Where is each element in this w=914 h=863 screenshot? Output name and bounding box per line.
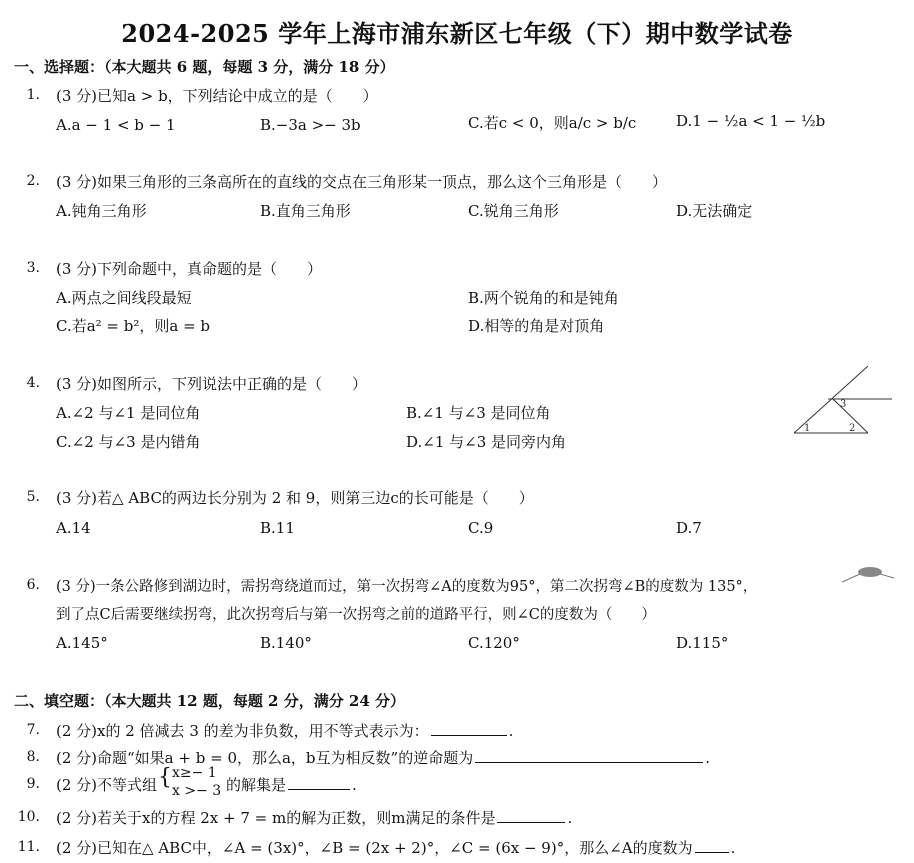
option-c: C.∠2 与∠3 是内错角 <box>56 433 201 451</box>
option-b: B.∠1 与∠3 是同位角 <box>406 404 551 422</box>
question-stem: (2 分)若关于x的方程 2x + 7 = m的解为正数，则m满足的条件是 . <box>56 809 573 827</box>
figure-label-2: 2 <box>849 423 856 434</box>
option-a: A.14 <box>56 519 91 537</box>
option-c: C.若c < 0，则a/c > b/c <box>468 114 637 132</box>
question-stem-line1: (3 分)一条公路修到湖边时，需拐弯绕道而过，第一次拐弯∠A的度数为95°，第二次拐弯∠B的度数为 135°， <box>56 579 758 595</box>
lake-figure <box>840 562 896 586</box>
question-stem: (2 分)命题“如果a + b = 0，那么a，b互为相反数”的逆命题为 . <box>56 749 710 767</box>
option-d: D.无法确定 <box>676 202 753 220</box>
question-number: 9. <box>26 776 40 792</box>
figure-label-3: 3 <box>840 399 847 410</box>
question-number: 5. <box>26 489 40 505</box>
figure-label-1: 1 <box>804 423 811 434</box>
option-d: D.7 <box>676 519 702 537</box>
question-number: 2. <box>26 173 40 189</box>
option-b: B.−3a >− 3b <box>260 116 361 134</box>
option-b: B.直角三角形 <box>260 202 351 220</box>
question-number: 8. <box>26 749 40 765</box>
option-d: D.相等的角是对顶角 <box>468 317 605 335</box>
option-a: A.钝角三角形 <box>56 202 147 220</box>
option-d: D.∠1 与∠3 是同旁内角 <box>406 433 567 451</box>
option-c: C.锐角三角形 <box>468 202 559 220</box>
option-c: C.若a² = b²，则a = b <box>56 317 211 335</box>
option-b: B.11 <box>260 519 295 537</box>
option-a: A.∠2 与∠1 是同位角 <box>56 404 201 422</box>
option-b: B.140° <box>260 634 312 652</box>
question-number: 11. <box>17 839 40 855</box>
option-a: A.a − 1 < b − 1 <box>56 116 176 134</box>
question-stem-line2: 到了点C后需要继续拐弯，此次拐弯后与第一次拐弯之前的道路平行，则∠C的度数为（ ） <box>56 607 656 623</box>
question-number: 6. <box>26 577 40 593</box>
answer-blank[interactable] <box>431 734 507 736</box>
page-title: 2024-2025 学年上海市浦东新区七年级（下）期中数学试卷 <box>121 19 793 48</box>
option-c: C.120° <box>468 634 520 652</box>
option-b: B.两个锐角的和是钝角 <box>468 289 619 307</box>
question-number: 10. <box>17 809 40 825</box>
question-stem: (3 分)如果三角形的三条高所在的直线的交点在三角形某一顶点，那么这个三角形是（ ） <box>56 173 668 191</box>
question-stem: (2 分)x的 2 倍减去 3 的差为非负数，用不等式表示为： . <box>56 722 514 740</box>
section-fill-heading: 二、填空题：（本大题共 12 题，每题 2 分，满分 24 分） <box>14 692 406 710</box>
section-choice-heading: 一、选择题：（本大题共 6 题，每题 3 分，满分 18 分） <box>14 58 395 76</box>
question-post: 的解集是 . <box>226 776 357 794</box>
question-pre: (2 分)不等式组 <box>56 776 158 794</box>
answer-blank[interactable] <box>475 761 703 763</box>
system-line1: x≥− 1 <box>172 765 217 781</box>
question-stem: (2 分)已知在△ ABC中，∠A = (3x)°，∠B = (2x + 2)°，∠C = (6x − 9)°，那么∠A的度数为 . <box>56 839 736 857</box>
answer-blank[interactable] <box>497 821 565 823</box>
answer-blank[interactable] <box>288 788 350 790</box>
option-d: D.115° <box>676 634 729 652</box>
question-number: 7. <box>26 722 40 738</box>
angle-figure <box>790 366 894 438</box>
option-a: A.145° <box>56 634 108 652</box>
option-d: D.1 − ½a < 1 − ½b <box>676 112 826 130</box>
question-stem: (3 分)如图所示，下列说法中正确的是（ ） <box>56 375 368 393</box>
question-stem: (3 分)若△ ABC的两边长分别为 2 和 9，则第三边c的长可能是（ ） <box>56 489 534 507</box>
question-stem: (3 分)已知a > b，下列结论中成立的是（ ） <box>56 87 378 105</box>
system-line2: x >− 3 <box>172 783 222 799</box>
question-number: 4. <box>26 375 40 391</box>
brace: { <box>158 765 172 790</box>
option-c: C.9 <box>468 519 494 537</box>
answer-blank[interactable] <box>695 851 729 853</box>
question-number: 3. <box>26 260 40 276</box>
option-a: A.两点之间线段最短 <box>56 289 192 307</box>
question-number: 1. <box>26 87 40 103</box>
question-stem: (3 分)下列命题中，真命题的是（ ） <box>56 260 323 278</box>
